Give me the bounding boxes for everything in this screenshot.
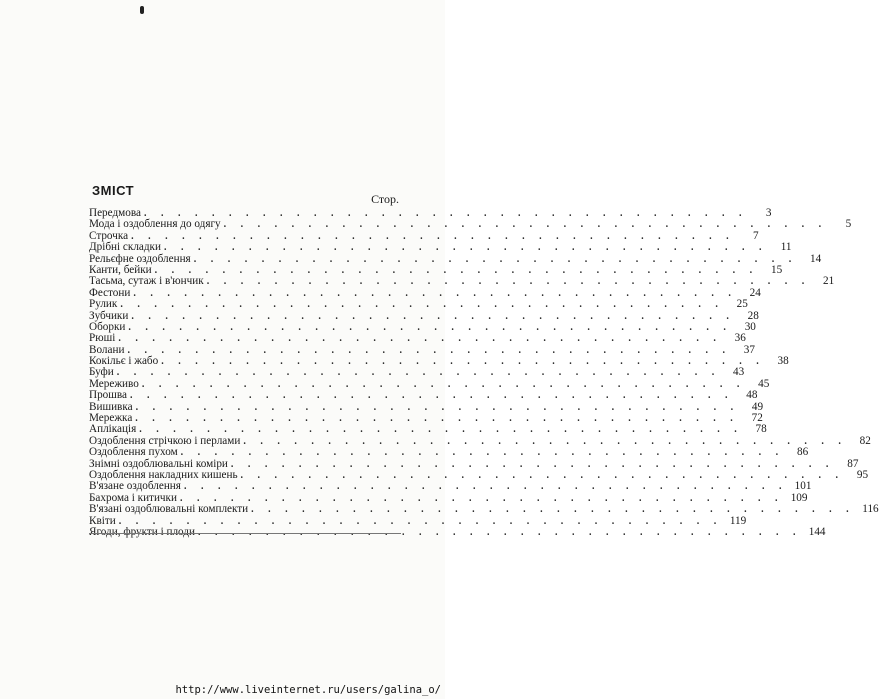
toc-entry bbox=[89, 309, 759, 322]
toc-entry bbox=[89, 389, 758, 402]
dot-leader: . . . . . . . . . . . . . . . . . . . . . . . . . . . . . . . . . . . . bbox=[120, 299, 724, 311]
dot-leader: . . . . . . . . . . . . . . . . . . . . . . . . . . . . . . . . . . . . bbox=[135, 401, 740, 413]
toc-entry-label: Квіти bbox=[89, 516, 119, 527]
toc-entry-page: 28 bbox=[747, 309, 759, 322]
dot-leader: . . . . . . . . . . . . . . . . . . . . . . . . . . . . . . . . . . . . bbox=[243, 435, 847, 447]
dot-leader: . . . . . . . . . . . . . . . . . . . . . . . . . . . . . . . . . . . . bbox=[141, 378, 746, 390]
toc-entry-label: Рюші bbox=[89, 333, 118, 344]
dot-leader: . . . . . . . . . . . . . . . . . . . . . . . . . . . . . . . . . . . . bbox=[118, 333, 722, 345]
toc-entry bbox=[89, 400, 764, 413]
dot-leader: . . . . . . . . . . . . . . . . . . . . . . . . . . . . . . . . . . . . bbox=[133, 287, 737, 299]
dot-leader: . . . . . . . . . . . . . . . . . . . . . . . . . . . . . . . . . . . . bbox=[131, 310, 735, 322]
toc-entry-label: В'язане оздоблення bbox=[89, 481, 184, 492]
toc-entry-label: Кокільє і жабо bbox=[89, 356, 161, 367]
dot-leader: . . . . . . . . . . . . . . . . . . . . . . . . . . . . . . . . . . . . bbox=[240, 469, 845, 481]
toc-entry-page: 119 bbox=[729, 514, 747, 527]
toc-entry-label: Вишивка bbox=[89, 402, 136, 413]
dot-leader: . . . . . . . . . . . . . . . . . . . . . . . . . . . . . . . . . . . . bbox=[251, 504, 855, 516]
toc-entry-label: Мереживо bbox=[89, 379, 142, 390]
toc-entry-page: 24 bbox=[749, 286, 761, 299]
toc-entry-page: 38 bbox=[777, 355, 789, 368]
dot-leader: . . . . . . . . . . . . . . . . . . . . . . . . . . . . . . . . . . . . bbox=[129, 390, 734, 402]
dot-leader: . . . . . . . . . . . . . . . . . . . . . . . . . . . . . . . . . . . . bbox=[180, 447, 785, 459]
dot-leader: . . . . . . . . . . . . . . . . . . . . . . . . . . . . . . . . . . . . bbox=[183, 481, 788, 493]
dot-leader: . . . . . . . . . . . . . . . . . . . . . . . . . . . . . . . . . . . . bbox=[161, 356, 765, 368]
toc-entry-page: 37 bbox=[743, 343, 755, 356]
toc-entry bbox=[89, 377, 770, 390]
dot-leader: . . . . . . . . . . . . . . . . . . . . . . . . . . . . . . . . . . . . bbox=[143, 208, 748, 219]
toc-entry bbox=[89, 298, 748, 311]
toc-entry-label: Мережка bbox=[89, 413, 135, 424]
toc-entry bbox=[89, 286, 761, 299]
dot-leader: . . . . . . . . . . . . . . . . . . . . . . . . . . . . . . . . . . . . bbox=[127, 344, 731, 356]
toc-entry-page: 49 bbox=[751, 400, 764, 413]
toc-entry-page: 11 bbox=[780, 241, 792, 254]
toc-entry-label: Оборки bbox=[89, 322, 128, 333]
toc-bottom-rule bbox=[89, 533, 401, 534]
dot-leader: . . . . . . . . . . . . . . . . . . . . . . . . . . . . . . . . . . . . bbox=[131, 230, 735, 242]
dot-leader: . . . . . . . . . . . . . . . . . . . . . . . . . . . . . . . . . . . . bbox=[118, 515, 723, 527]
toc-entry-label: Канти, бейки bbox=[89, 265, 155, 276]
toc-entry-page: 82 bbox=[859, 434, 871, 447]
toc-entry bbox=[89, 503, 879, 516]
dot-leader: . . . . . . . . . . . . . . . . . . . . . . . . . . . . . . . . . . . . bbox=[179, 492, 784, 504]
toc-entry-label: Буфи bbox=[89, 367, 117, 378]
toc-entry-page: 7 bbox=[753, 229, 759, 242]
toc-entry-page: 48 bbox=[746, 389, 758, 402]
toc-entry-page: 15 bbox=[770, 263, 783, 276]
toc-entry-page: 30 bbox=[744, 320, 756, 333]
dot-leader: . . . . . . . . . . . . . . . . . . . . . . . . . . . . . . . . . . . . bbox=[198, 526, 802, 538]
toc-entry bbox=[89, 355, 789, 368]
toc-entry-label: Рулик bbox=[89, 299, 120, 310]
dot-leader: . . . . . . . . . . . . . . . . . . . . . . . . . . . . . . . . . . . . bbox=[206, 276, 811, 288]
dot-leader: . . . . . . . . . . . . . . . . . . . . . . . . . . . . . . . . . . . . bbox=[154, 264, 759, 276]
dot-leader: . . . . . . . . . . . . . . . . . . . . . . . . . . . . . . . . . . . . bbox=[135, 413, 739, 425]
page-column-header: Стор. bbox=[371, 192, 399, 206]
toc-title: ЗМІСТ bbox=[92, 183, 135, 198]
toc-entry-page: 116 bbox=[862, 503, 879, 516]
toc-entry-page: 43 bbox=[733, 366, 745, 379]
toc-entry-label: Бахрома і китички bbox=[89, 493, 180, 504]
toc-entry-label: Фестони bbox=[89, 288, 133, 299]
toc-entry bbox=[89, 218, 852, 231]
toc-entry bbox=[89, 275, 835, 288]
watermark-url: http://www.liveinternet.ru/users/galina_o/ bbox=[175, 684, 441, 696]
dot-leader: . . . . . . . . . . . . . . . . . . . . . . . . . . . . . . . . . . . . bbox=[163, 242, 768, 254]
toc-entry-page: 3 bbox=[765, 207, 772, 219]
toc-entry-label: Рельєфне оздоблення bbox=[89, 254, 194, 265]
toc-entry-label: Оздоблення накладних кишень bbox=[89, 470, 241, 481]
toc-entry-page: 144 bbox=[808, 525, 826, 538]
toc-entry bbox=[89, 320, 756, 333]
dot-leader: . . . . . . . . . . . . . . . . . . . . . . . . . . . . . . . . . . . . bbox=[223, 219, 828, 231]
toc-entry-label: Прошва bbox=[89, 390, 130, 401]
toc-entry-label: Аплікація bbox=[89, 424, 139, 435]
toc-entry-page: 86 bbox=[796, 446, 809, 459]
dot-leader: . . . . . . . . . . . . . . . . . . . . . . . . . . . . . . . . . . . . bbox=[139, 424, 743, 436]
toc-entry-label: Строчка bbox=[89, 231, 131, 242]
toc-entry-page: 5 bbox=[845, 218, 852, 231]
dot-leader: . . . . . . . . . . . . . . . . . . . . . . . . . . . . . . . . . . . . bbox=[193, 253, 798, 265]
toc-entry-label: Дрібні складки bbox=[89, 242, 164, 253]
print-speck bbox=[140, 6, 144, 14]
toc-entry-page: 25 bbox=[736, 298, 748, 311]
toc-entry-label: Зубчики bbox=[89, 311, 131, 322]
toc-entry-page: 109 bbox=[790, 491, 808, 504]
toc-entry-label: Передмова bbox=[89, 208, 144, 219]
toc-entry-label: Ягоди, фрукти і плоди bbox=[89, 527, 198, 538]
dot-leader: . . . . . . . . . . . . . . . . . . . . . . . . . . . . . . . . . . . . bbox=[128, 321, 732, 333]
toc-entry bbox=[89, 241, 792, 254]
toc-entry-page: 21 bbox=[823, 275, 835, 288]
toc-list bbox=[89, 207, 879, 538]
toc-entry-label: Мода і оздоблення до одягу bbox=[89, 219, 224, 230]
dot-leader: . . . . . . . . . . . . . . . . . . . . . . . . . . . . . . . . . . . . bbox=[116, 367, 721, 379]
toc-entry-label: В'язані оздоблювальні комплекти bbox=[89, 504, 251, 515]
toc-entry-page: 95 bbox=[856, 468, 869, 481]
toc-entry-page: 14 bbox=[810, 252, 822, 265]
toc-entry-label: Волани bbox=[89, 345, 127, 356]
toc-entry-label: Тасьма, сутаж і в'юнчик bbox=[89, 276, 207, 287]
toc-entry bbox=[89, 332, 746, 345]
dot-leader: . . . . . . . . . . . . . . . . . . . . . . . . . . . . . . . . . . . . bbox=[230, 458, 835, 470]
toc-entry-page: 101 bbox=[794, 480, 812, 493]
toc-entry-label: Оздоблення пухом bbox=[89, 447, 181, 458]
toc-entry-label: Оздоблення стрічкою і перлами bbox=[89, 436, 243, 447]
toc-entry-page: 72 bbox=[751, 412, 763, 425]
toc-entry-page: 87 bbox=[847, 457, 859, 470]
toc-entry-page: 78 bbox=[755, 423, 767, 436]
toc-entry-page: 36 bbox=[734, 332, 746, 345]
toc-entry-page: 45 bbox=[758, 377, 770, 390]
toc-entry-label: Знімні оздоблювальні коміри bbox=[89, 459, 231, 470]
toc-entry bbox=[89, 446, 809, 459]
